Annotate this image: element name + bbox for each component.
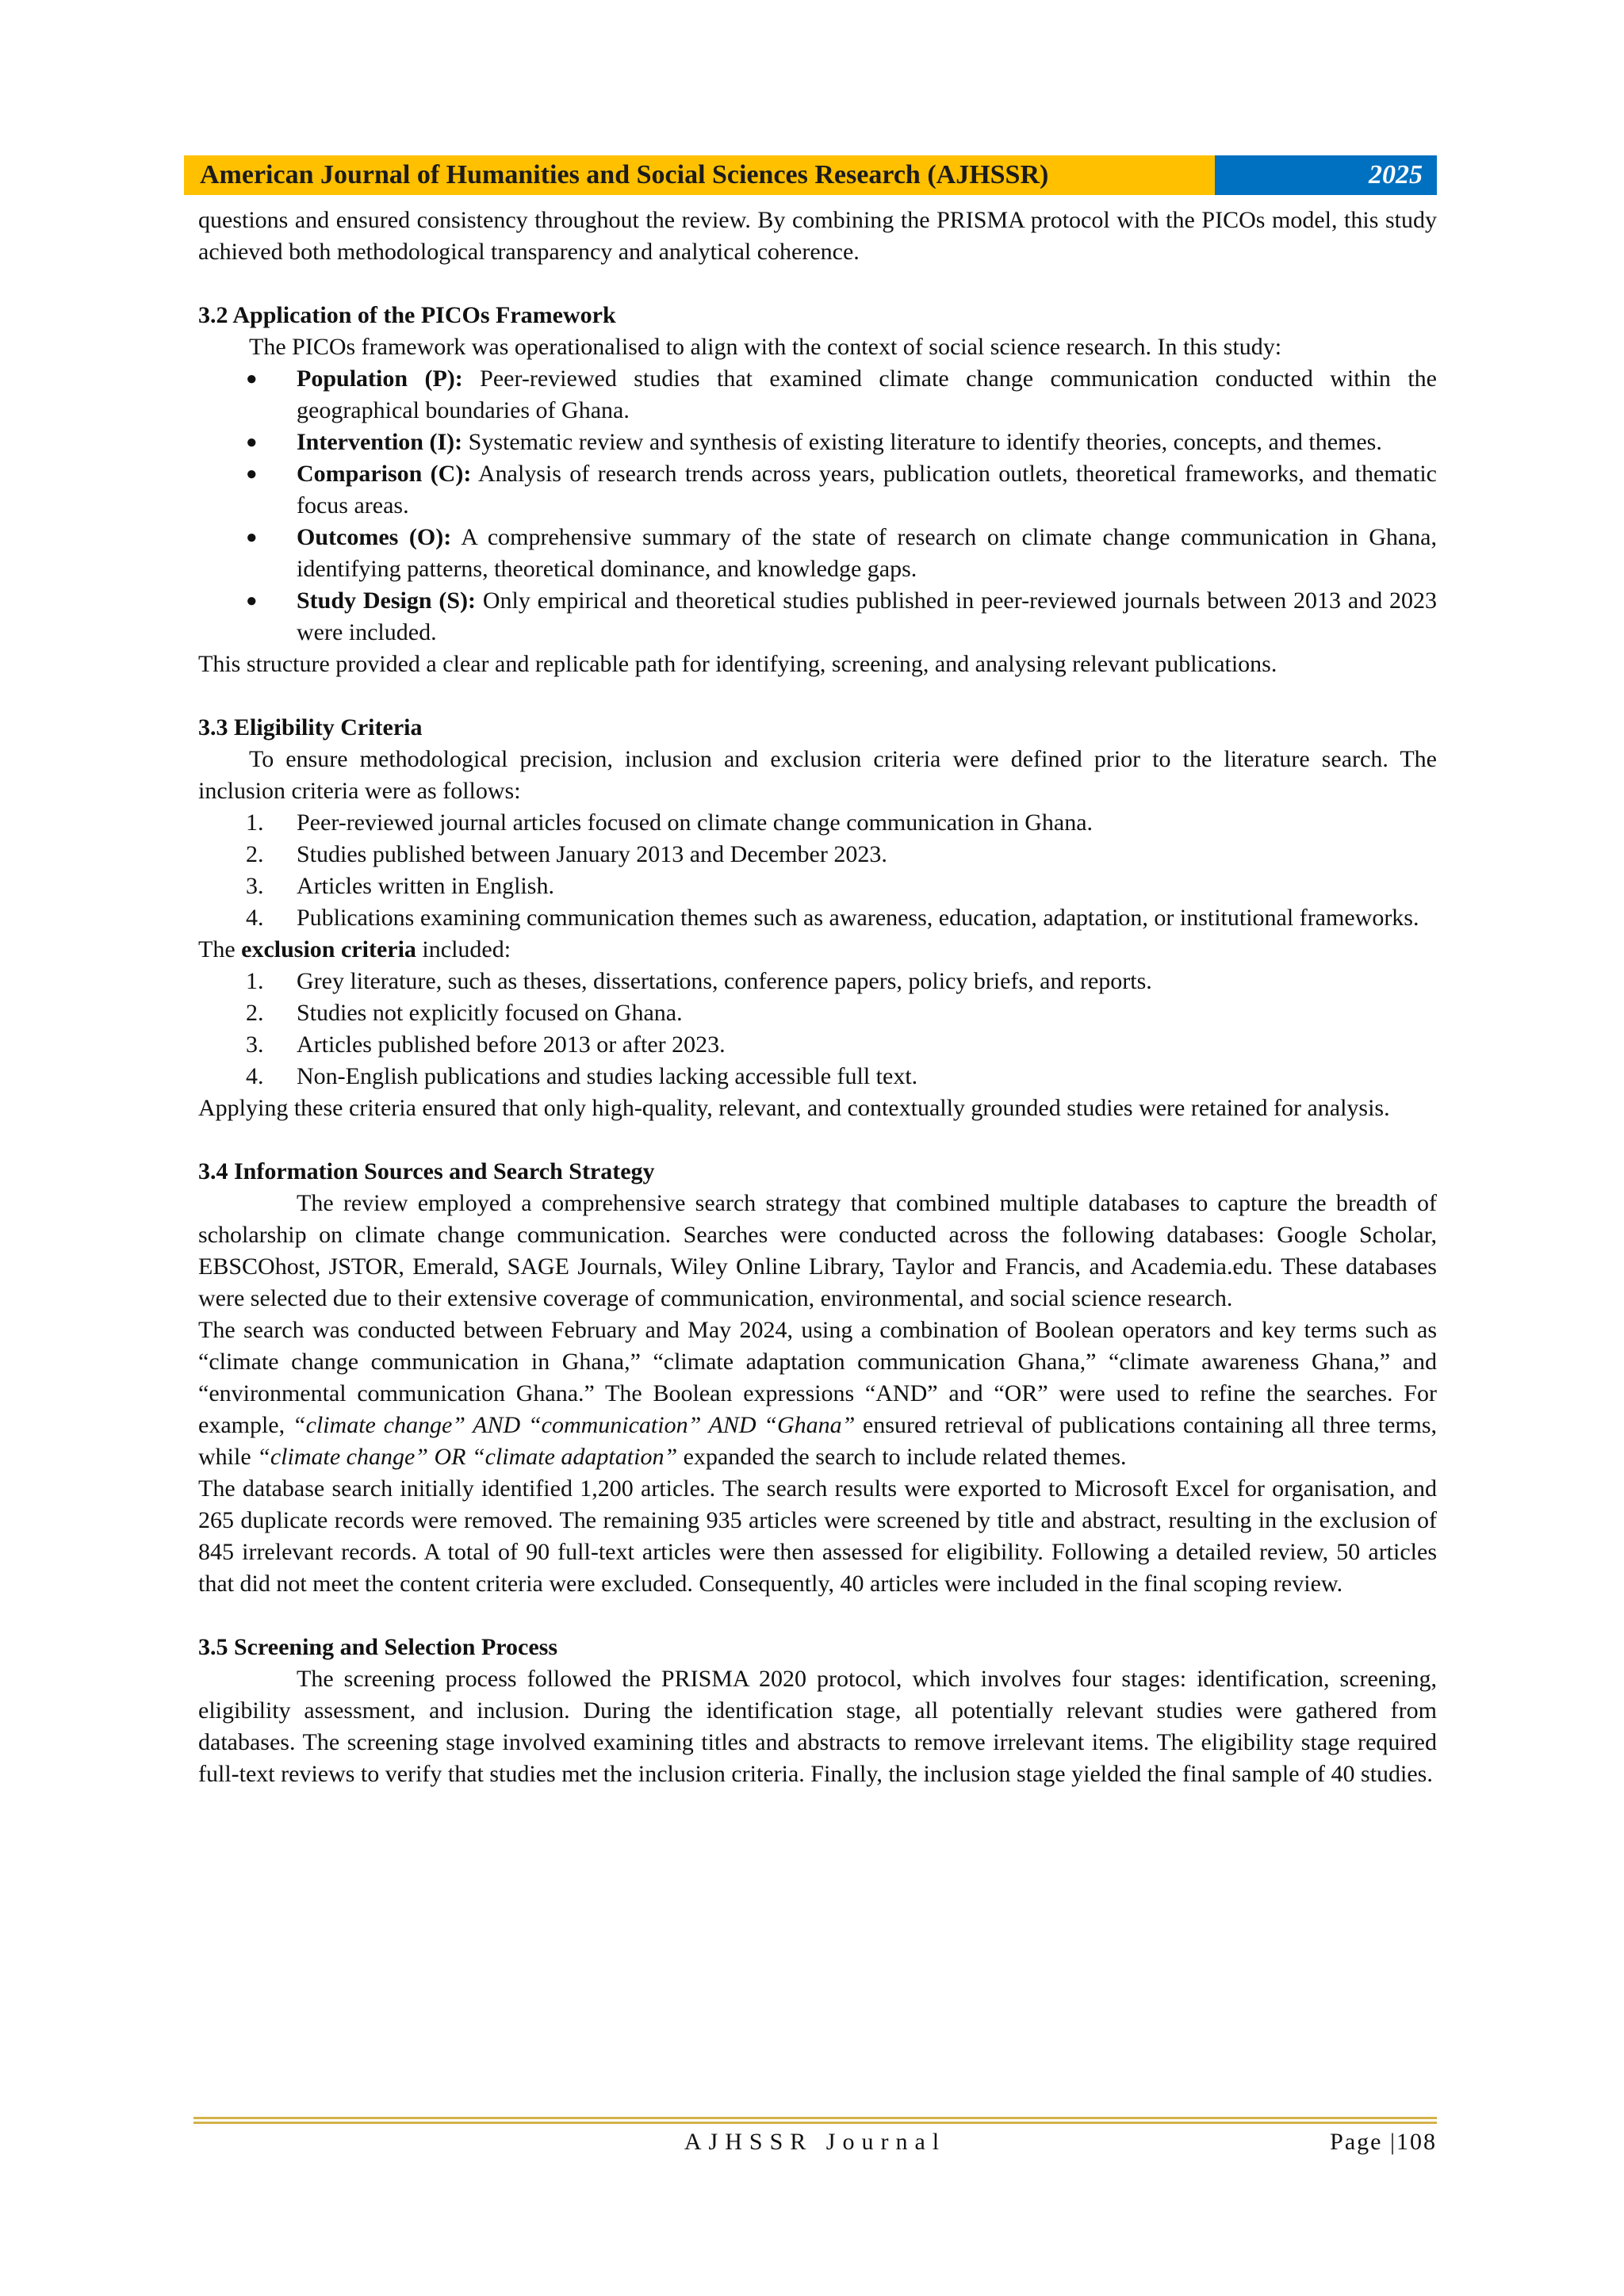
list-item: 4. Publications examining communication themes such as awareness, education, adaptation, or institutional frameworks. [246, 905, 1419, 931]
list-item: ● Study Design (S): Only empirical and theoretical studies published in peer-reviewed journals between 2013 and 2023 were included. [198, 585, 1437, 649]
section-3-5-heading: 3.5 Screening and Selection Process [198, 1634, 558, 1660]
list-item: ● Outcomes (O): A comprehensive summary of the state of research on climate change communication in Ghana, identifying patterns, theoretical dominance, and knowledge gaps. [198, 522, 1437, 585]
bullet-icon: ● [246, 527, 258, 548]
list-item: 2. Studies published between January 2013 and December 2023. [246, 841, 887, 867]
list-item: ● Intervention (I): Systematic review and synthesis of existing literature to identify theories, concepts, and themes. [198, 427, 1437, 458]
section-3-4-para1: The review employed a comprehensive search strategy that combined multiple databases to capture the breadth of scholarship on climate change communication. Searches were conducted across the following databases: Google Scholar, EBSCOhost, JSTOR, Emerald, SAGE Journals, Wiley Online Library, Taylor and Francis, and Academia.edu. These databases were selected due to their extensive coverage of communication, environmental, and social science research. [198, 1190, 1437, 1311]
section-3-4-para2: The search was conducted between February and May 2024, using a combination of Boolean operators and key terms such as “climate change communication in Ghana,” “climate adaptation communication Ghana,” “climate awareness Ghana,” and “environmental communication Ghana.” The Boolean expressions “AND” and “OR” were used to refine the searches. For example, “climate change” AND “communication” AND “Ghana” ensured retrieval of publications containing all three terms, while “climate change” OR “climate adaptation” expanded the search to include related themes. [198, 1317, 1437, 1470]
journal-title: American Journal of Humanities and Social Sciences Research (AJHSSR) [184, 155, 1215, 195]
footer-journal: AJHSSR Journal [684, 2129, 947, 2155]
running-footer [193, 2126, 1437, 2158]
section-3-3-closing: Applying these criteria ensured that only high-quality, relevant, and contextually grounded studies were retained for analysis. [198, 1095, 1390, 1121]
section-3-2-heading: 3.2 Application of the PICOs Framework [198, 302, 616, 328]
page-body [198, 205, 1437, 1790]
section-3-2-lead: The PICOs framework was operationalised to align with the context of social science research. In this study: [249, 334, 1282, 360]
bullet-icon: ● [246, 464, 258, 484]
inclusion-list [198, 807, 1437, 934]
page-number: Page |108 [1330, 2129, 1437, 2155]
list-item: ● Comparison (C): Analysis of research trends across years, publication outlets, theoretical frameworks, and thematic focus areas. [198, 458, 1437, 522]
list-item: 4. Non-English publications and studies lacking accessible full text. [246, 1063, 918, 1089]
bullet-icon: ● [246, 369, 258, 389]
section-3-3-lead: To ensure methodological precision, inclusion and exclusion criteria were defined prior to the literature search. The inclusion criteria were as follows: [198, 746, 1437, 804]
exclusion-list [198, 966, 1437, 1093]
list-item: 1. Peer-reviewed journal articles focused on climate change communication in Ghana. [246, 809, 1094, 836]
bullet-icon: ● [246, 591, 258, 611]
list-item: ● Population (P): Peer-reviewed studies that examined climate change communication conducted within the geographical boundaries of Ghana. [198, 363, 1437, 427]
section-3-5-para1: The screening process followed the PRISMA 2020 protocol, which involves four stages: identification, screening, eligibility assessment, and inclusion. During the identification stage, all potentially relevant studies were gathered from databases. The screening stage involved examining titles and abstracts to remove irrelevant items. The eligibility stage required full-text reviews to verify that studies met the inclusion criteria. Finally, the inclusion stage yielded the final sample of 40 studies. [198, 1666, 1437, 1787]
list-item: 1. Grey literature, such as theses, dissertations, conference papers, policy briefs, and reports. [246, 968, 1152, 994]
footer-divider [193, 2117, 1437, 2124]
picos-list [198, 363, 1437, 649]
header-year: 2025 [1215, 155, 1437, 195]
section-3-3-heading: 3.3 Eligibility Criteria [198, 714, 423, 740]
list-item: 3. Articles published before 2013 or after 2023. [246, 1031, 726, 1058]
section-3-4-para3: The database search initially identified 1,200 articles. The search results were exported to Microsoft Excel for organisation, and 265 duplicate records were removed. The remaining 935 articles were screened by title and abstract, resulting in the exclusion of 845 irrelevant records. A total of 90 full-text articles were then assessed for eligibility. Following a detailed review, 50 articles that did not meet the content criteria were excluded. Consequently, 40 articles were included in the final scoping review. [198, 1475, 1437, 1597]
running-header [184, 155, 1437, 195]
bullet-icon: ● [246, 432, 258, 453]
intro-paragraph: questions and ensured consistency throughout the review. By combining the PRISMA protocol with the PICOs model, this study achieved both methodological transparency and analytical coherence. [198, 207, 1437, 265]
list-item: 2. Studies not explicitly focused on Ghana. [246, 1000, 683, 1026]
list-item: 3. Articles written in English. [246, 873, 554, 899]
exclusion-lead: The exclusion criteria included: [198, 936, 511, 962]
section-3-2-closing: This structure provided a clear and replicable path for identifying, screening, and analysing relevant publications. [198, 651, 1277, 677]
section-3-4-heading: 3.4 Information Sources and Search Strategy [198, 1158, 655, 1184]
